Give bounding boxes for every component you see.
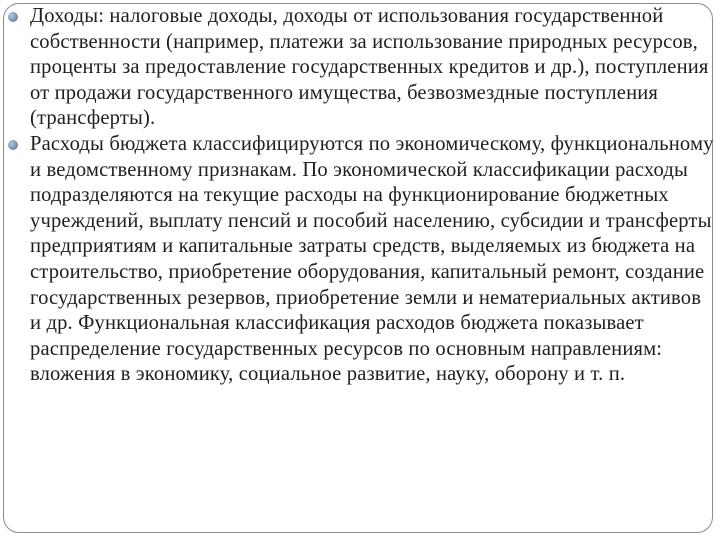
bullet-dot-icon xyxy=(8,12,18,22)
bullet-item-revenues xyxy=(8,4,714,132)
bullet-item-expenditures xyxy=(8,132,714,388)
bullet-text-revenues: Доходы: налоговые доходы, доходы от использования государственной собственности (например, платежи за использование природных ресурсов, проценты за предоставление государственных кредитов и др.), поступления от продажи государственного имущества, безвозмездные поступления (трансферты). xyxy=(30,5,709,130)
slide-content xyxy=(8,4,714,388)
bullet-text-expenditures: Расходы бюджета классифицируются по экономическому, функциональному и ведомственному признакам. По экономической классификации расходы подразделяются на текущие расходы на функционирование бюджетных учреждений, выплату пенсий и пособий населению, субсидии и трансферты предприятиям и капитальные затраты средств, выделяемых из бюджета на строительство, приобретение оборудования, капитальный ремонт, создание государственных резервов, приобретение земли и нематериальных активов и др. Функциональная классификация расходов бюджета показывает распределение государственных ресурсов по основным направлениям: вложения в экономику, социальное развитие, науку, оборону и т. п. xyxy=(30,132,714,386)
bullet-dot-icon xyxy=(8,140,18,150)
